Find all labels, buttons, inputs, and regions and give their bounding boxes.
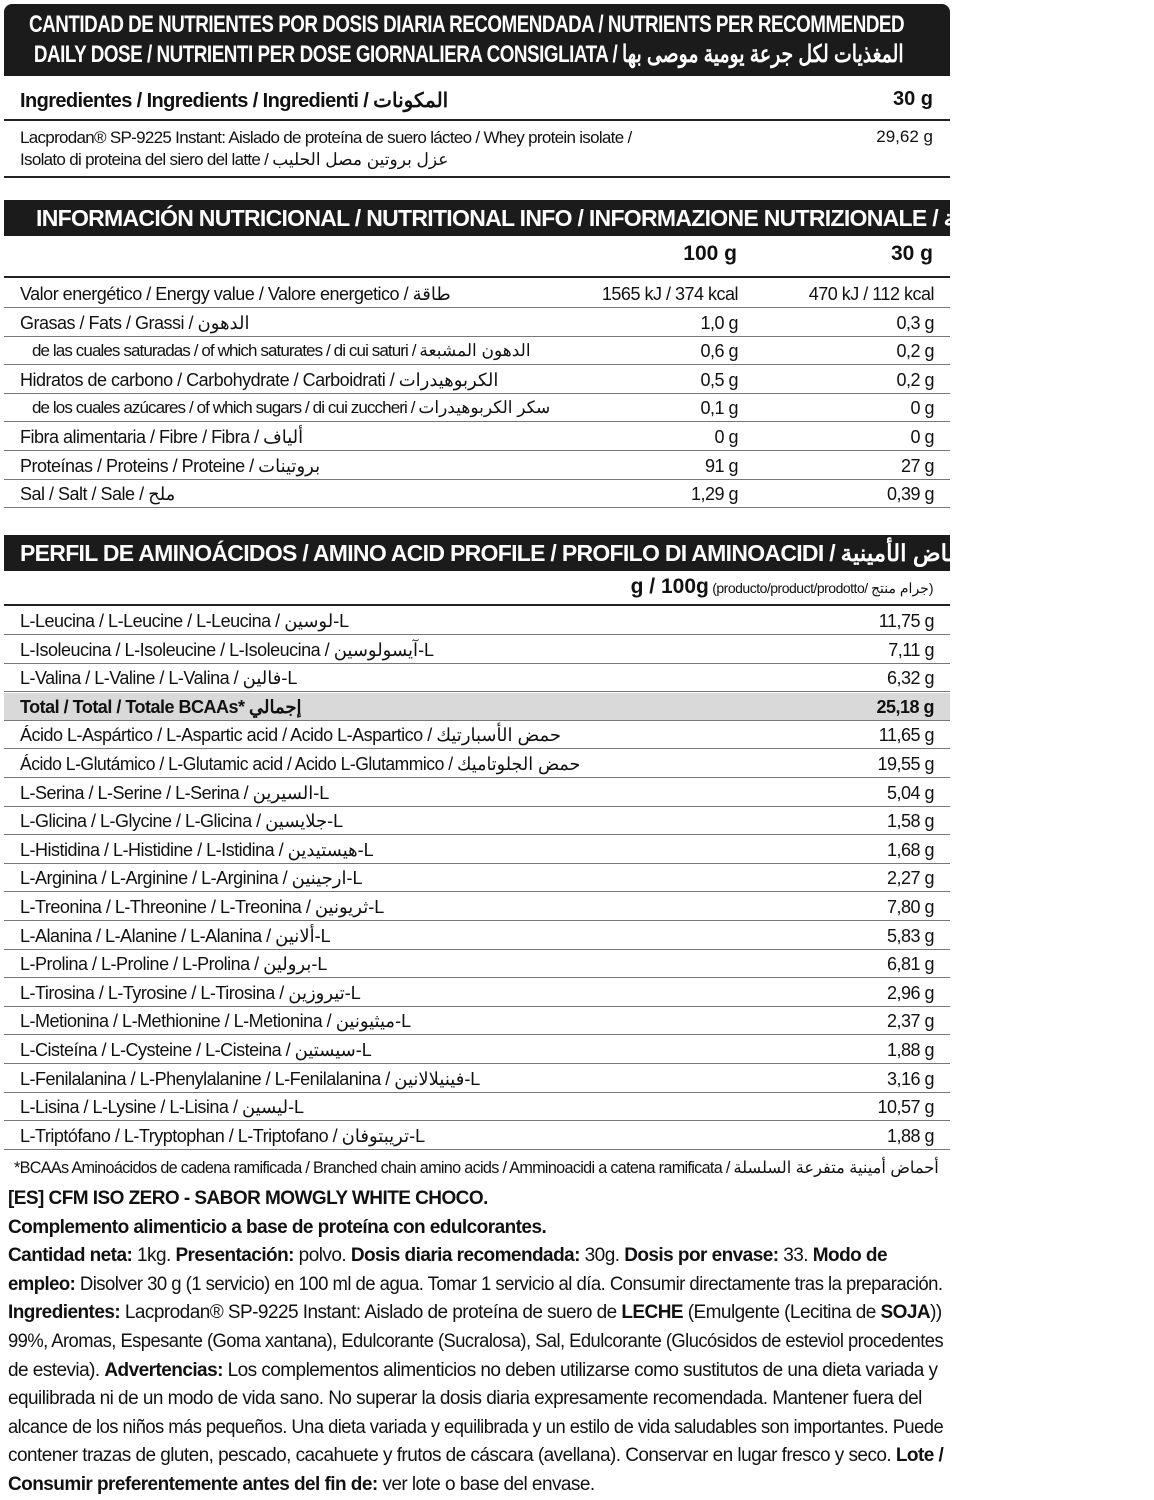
nutrition-label: Fibra alimentaria / Fibre / Fibra / ألياف [20,427,304,447]
nutrition-value-100g: 1565 kJ / 374 kcal [601,284,738,304]
product-specs: Cantidad neta: 1kg. Presentación: polvo. Dosis diaria recomendada: 30g. Dosis por envase: 33. Modo de [8,1245,887,1267]
nutrition-row [4,337,950,365]
nutrition-label: Proteínas / Proteins / Proteine / بروتينات [20,455,321,476]
nutrition-label: Valor energético / Energy value / Valore energetico / طاقة [20,284,451,304]
nutrition-col-100g: 100 g [683,242,737,265]
amino-value: 2,27 g [886,868,934,889]
nutrition-label: de las cuales saturadas / of which saturates / di cui saturi / الدهون المشبعة [32,341,531,361]
amino-title: PERFIL DE AMINOÁCIDOS / AMINO ACID PROFILE / PROFILO DI AMINOACIDI / ملف تعريف الأحماض الأمينية [20,540,1113,566]
amino-unit-note: (producto/product/prodotto/ جرام منتج) [708,580,933,596]
nutrition-value-30g: 0,39 g [886,484,934,505]
amino-value: 11,65 g [878,725,934,746]
nutrition-row [4,366,950,394]
divider [4,176,950,178]
amino-row [4,922,950,950]
nutrition-value-30g: 0,2 g [896,341,934,362]
dose-header-line-1: CANTIDAD DE NUTRIENTES POR DOSIS DIARIA RECOMENDADA / NUTRIENTS PER RECOMMENDED [29,11,905,38]
amino-label: L-Triptófano / L-Tryptophan / L-Triptofano / تريبتوفان-L [20,1125,425,1146]
amino-label: L-Valina / L-Valine / L-Valina / فالين-L [20,668,297,689]
amino-row [4,864,950,892]
amino-value: 1,88 g [886,1125,934,1146]
nutrition-value-100g: 0,6 g [700,341,738,362]
amino-row [4,893,950,921]
amino-value: 25,18 g [876,696,934,717]
nutrition-value-100g: 0 g [714,427,738,447]
nutrition-row [4,423,950,451]
amino-row [4,807,950,835]
amino-label: L-Alanina / L-Alanine / L-Alanina / ألانين-L [20,925,331,946]
amino-value: 19,55 g [877,754,934,774]
nutrition-label: de los cuales azúcares / of which sugars / di cui zuccheri / سكر الكربوهيدرات [32,398,551,418]
amino-label: L-Isoleucina / L-Isoleucine / L-Isoleucina / آيسولوسين-L [20,639,434,660]
nutrition-value-30g: 470 kJ / 112 kcal [808,284,934,304]
amino-label: L-Tirosina / L-Tyrosine / L-Tirosina / تيروزين-L [20,982,361,1003]
product-warnings-2: equilibrada ni de un modo de vida sano. No superar la dosis diaria expresamente recomendada. Mantener fuera del [8,1388,922,1410]
amino-value: 6,32 g [886,668,934,689]
amino-label: Total / Total / Totale BCAAs* إجمالي [20,696,302,717]
amino-value: 6,81 g [886,954,934,975]
product-warnings: de estevia). Advertencias: Los complementos alimenticios no deben utilizarse como sustitutos de una dieta variada y [8,1359,938,1381]
amino-value: 7,11 g [888,639,934,660]
product-ingredients-cont: 99%, Aromas, Espesante (Goma xantana), Edulcorante (Sucralosa), Sal, Edulcorante (Glucósidos de esteviol procedentes [8,1330,944,1352]
amino-unit [631,575,933,599]
nutrition-row [4,394,950,422]
divider [4,604,950,606]
nutrition-value-30g: 0 g [910,427,934,447]
amino-row [4,607,950,635]
nutrition-title: INFORMACIÓN NUTRICIONAL / NUTRITIONAL INFO / INFORMAZIONE NUTRIZIONALE / معلومات غذائية [36,205,1091,231]
amino-row [4,1093,950,1121]
nutrition-value-100g: 1,0 g [700,312,738,333]
nutrition-value-30g: 0,2 g [896,369,934,390]
ingredients-amount: 29,62 g [876,127,933,146]
amino-unit-main: g / 100g [630,575,709,598]
nutrition-title-bar [4,200,1091,236]
nutrition-row [4,309,950,337]
nutrition-label: Hidratos de carbono / Carbohydrate / Carboidrati / الكربوهيدرات [20,369,499,390]
product-title: [ES] CFM ISO ZERO - SABOR MOWGLY WHITE CHOCO. [8,1188,488,1209]
ingredients-heading: Ingredientes / Ingredients / Ingredienti / المكونات [20,90,449,112]
amino-label: L-Treonina / L-Threonine / L-Treonina / ثريونين-L [20,897,384,917]
amino-row [4,1007,950,1035]
product-subtitle: Complemento alimenticio a base de proteína con edulcorantes. [8,1216,547,1238]
ingredients-line-1: Lacprodan® SP-9225 Instant: Aislado de proteína de suero lácteo / Whey protein isolate / [20,128,632,147]
ingredients-serving: 30 g [892,88,933,110]
amino-total-row [4,693,950,721]
amino-row [4,1036,950,1064]
amino-label: L-Prolina / L-Proline / L-Prolina / برولين-L [20,954,327,975]
amino-row [4,721,950,749]
amino-label: L-Glicina / L-Glycine / L-Glicina / جلايسين-L [20,811,343,832]
nutrition-row [4,480,950,508]
amino-value: 1,88 g [886,1040,934,1060]
amino-row [4,636,950,664]
amino-row [4,779,950,807]
amino-row [4,664,950,692]
amino-label: Ácido L-Aspártico / L-Aspartic acid / Acido L-Aspartico / حمض الأسبارتيك [20,725,562,746]
nutrition-col-30g: 30 g [890,242,933,265]
product-lot: Consumir preferentemente antes del fin de: ver lote o base del envase. [8,1473,595,1495]
amino-value: 5,83 g [886,925,934,946]
product-warnings-3: alcance de los niños más pequeños. Una dieta variada y equilibrada y un estilo de vida saludables son importantes. Puede [8,1416,944,1438]
nutrition-value-100g: 0,5 g [700,369,738,390]
nutrition-label: Grasas / Fats / Grassi / الدهون [20,312,250,333]
bcaa-footnote: *BCAAs Aminoácidos de cadena ramificada / Branched chain amino acids / Amminoacidi a catena ramificata / أحماض أمينية متفرعة السلسلة [14,1159,939,1177]
amino-value: 5,04 g [886,782,934,803]
amino-label: L-Cisteína / L-Cysteine / L-Cisteina / سيستين-L [20,1040,372,1060]
nutrition-row [4,280,950,308]
amino-value: 2,96 g [886,982,934,1003]
amino-row [4,836,950,864]
amino-value: 11,75 g [878,611,934,631]
dose-header-line-2: DAILY DOSE / NUTRIENTI PER DOSE GIORNALIERA CONSIGLIATA / المغذيات لكل جرعة يومية موصى بها [33,41,904,68]
divider [4,276,950,278]
amino-label: L-Histidina / L-Histidine / L-Istidina / هيستيدين-L [20,839,374,860]
product-usage: empleo: Disolver 30 g (1 servicio) en 100 ml de agua. Tomar 1 servicio al día. Consumir directamente tras la preparación. [8,1273,943,1295]
amino-label: Ácido L-Glutámico / L-Glutamic acid / Acido L-Glutammico / حمض الجلوتاميك [20,754,581,774]
amino-value: 1,58 g [886,811,934,832]
nutrition-value-100g: 91 g [704,455,738,476]
nutrition-label: Sal / Salt / Sale / ملح [20,484,176,505]
amino-value: 3,16 g [886,1068,934,1089]
amino-row [4,1065,950,1093]
amino-label: L-Metionina / L-Methionine / L-Metionina / ميثيونين-L [20,1011,411,1032]
amino-title-bar [4,535,1113,571]
nutrition-value-30g: 27 g [900,455,934,476]
amino-value: 7,80 g [886,897,934,917]
amino-label: L-Arginina / L-Arginine / L-Arginina / ارجينين-L [20,868,362,889]
nutrition-value-30g: 0 g [910,398,934,419]
amino-label: L-Serina / L-Serine / L-Serina / السيرين-L [20,782,329,803]
amino-value: 10,57 g [877,1097,934,1118]
nutrition-value-100g: 0,1 g [700,398,738,419]
amino-value: 2,37 g [886,1011,934,1032]
product-ingredients: Ingredientes: Lacprodan® SP-9225 Instant: Aislado de proteína de suero de LECHE (Emulgente (Lecitina de SOJA)) [8,1302,942,1324]
product-warnings-4: contener trazas de gluten, pescado, cacahuete y frutos de cáscara (avellana). Conservar en lugar fresco y seco. Lote / [8,1445,944,1467]
nutrition-value-30g: 0,3 g [896,312,934,333]
amino-label: L-Fenilalanina / L-Phenylalanine / L-Fenilalanina / فينيلالانين-L [20,1068,480,1089]
amino-label: L-Lisina / L-Lysine / L-Lisina / ليسين-L [20,1097,304,1118]
amino-row [4,750,950,778]
amino-row [4,950,950,978]
nutrition-value-100g: 1,29 g [690,484,738,505]
ingredients-line-2: Isolato di proteina del siero del latte / عزل بروتين مصل الحليب [20,150,449,169]
amino-row [4,1122,950,1150]
amino-row [4,979,950,1007]
dose-header [4,4,950,76]
ingredients-description [20,127,632,171]
nutrition-row [4,452,950,480]
product-description [8,1185,948,1500]
amino-value: 1,68 g [886,839,934,860]
amino-label: L-Leucina / L-Leucine / L-Leucina / لوسين-L [20,611,349,631]
divider [4,119,950,121]
